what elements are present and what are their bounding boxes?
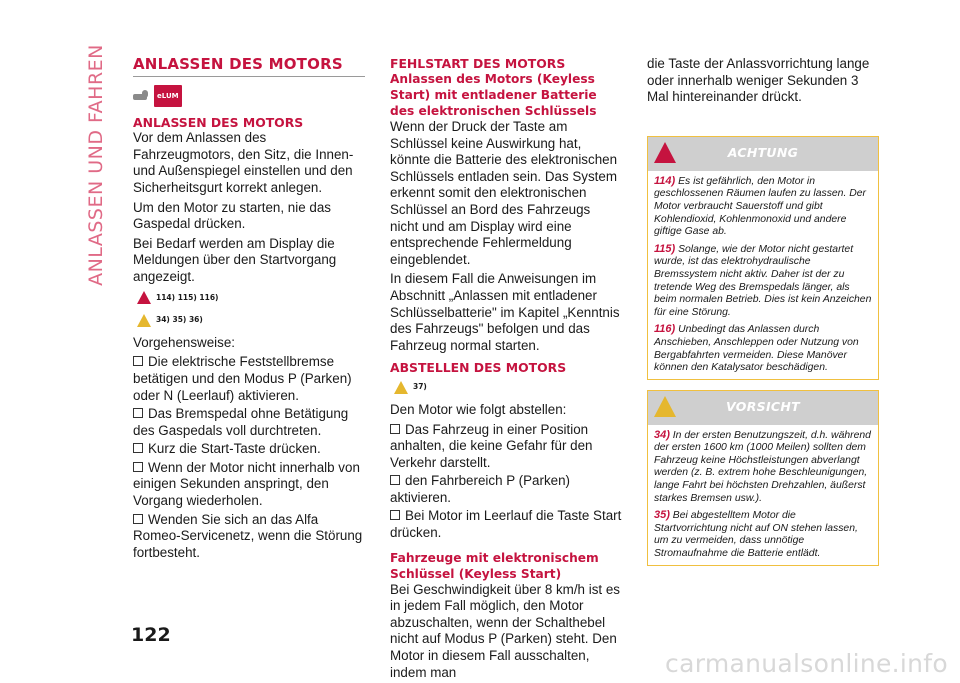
caution-box — [647, 390, 879, 566]
warning-item-number: 116) — [654, 323, 676, 336]
column-2 — [390, 56, 622, 683]
caution-triangle-icon — [654, 396, 676, 417]
caution-box-header — [648, 391, 878, 425]
watermark: carmanualsonline.info — [665, 649, 948, 678]
caution-item-text: In der ersten Benutzungszeit, d.h. während der ersten 1600 km (1000 Meilen) sollten dem Fahrzeug keine Höchstleistungen abverlangt werden (z. B. extrem hohe Beschleunigungen, lange Fahrt bei höchsten Drehzahlen, äußerst starkes Bremsen usw.). — [654, 429, 871, 504]
caution-triangle-icon — [137, 314, 151, 327]
warning-item-text: Unbedingt das Anlassen durch Anschieben, Anschleppen oder Nutzung von Bergabfahrten vermeiden. Diese Manöver können den Katalysator beschädigen. — [654, 324, 859, 374]
paragraph: Vor dem Anlassen des Fahrzeugmotors, den Sitz, die Innen- und Außenspiegel einstellen und den Sicherheitsgurt korrekt anlegen. — [133, 130, 354, 195]
list-item: den Fahrbereich P (Parken) aktivieren. — [390, 473, 622, 506]
warning-reference — [137, 290, 365, 307]
warning-item — [648, 323, 878, 378]
paragraph: Bei Bedarf werden am Display die Meldungen über den Startvorgang angezeigt. — [133, 235, 337, 284]
subsection-title: ANLASSEN DES MOTORS — [133, 115, 304, 131]
paragraph: Bei Geschwindigkeit über 8 km/h ist es in jedem Fall möglich, den Motor abzuschalten, wenn der Schalthebel nicht auf Modus P (Parken) steht. Den Motor in diesem Fall ausschalten, indem man — [390, 581, 620, 680]
column-3 — [647, 56, 879, 576]
caution-item-text: Bei abgestelltem Motor die Startvorrichtung nicht auf ON stehen lassen, um zu vermeiden, dass unnötige Stromaufnahme die Batterie entlädt. — [654, 510, 858, 560]
section-side-tab — [84, 40, 108, 290]
warning-triangle-icon — [654, 142, 676, 163]
hand-pointer-icon — [133, 90, 151, 102]
list-item: Wenn der Motor nicht innerhalb von einigen Sekunden anspringt, den Vorgang wiederholen. — [133, 460, 365, 510]
warning-item-text: Solange, wie der Motor nicht gestartet wurde, ist das elektrohydraulische Bremssystem nicht aktiv. Daher ist der zu tretende Weg des Bremspedals länger, als beim normalen Betrieb. Dies ist kein Anzeichen für eine Störung. — [654, 243, 872, 318]
caution-item-number: 35) — [654, 509, 670, 522]
caution-reference-numbers: 34) 35) 36) — [156, 315, 203, 325]
warning-item-text: Es ist gefährlich, den Motor in geschlossenen Räumen laufen zu lassen. Der Motor verbraucht Sauerstoff und gibt Kohlendioxid, Kohlenmonoxid und andere giftige Gase ab. — [654, 175, 866, 238]
warning-box-label: ACHTUNG — [727, 145, 799, 161]
list-item: Bei Motor im Leerlauf die Taste Start drücken. — [390, 508, 622, 541]
caution-reference-numbers: 37) — [413, 382, 427, 392]
caution-item — [648, 429, 878, 510]
column-1 — [133, 56, 365, 563]
caution-triangle-icon — [394, 381, 408, 394]
list-item: Das Fahrzeug in einer Position anhalten, die keine Gefahr für den Verkehr darstellt. — [390, 422, 622, 472]
warning-item — [648, 175, 878, 243]
section-title: FEHLSTART DES MOTORS — [390, 56, 566, 71]
section-title: ABSTELLEN DES MOTORS — [390, 360, 567, 376]
caution-item-number: 34) — [654, 428, 670, 441]
page-number: 122 — [131, 624, 171, 646]
warning-box-header — [648, 137, 878, 171]
subsection-title: Fahrzeuge mit elektronischem Schlüssel (Keyless Start) — [390, 550, 599, 581]
list-item: Kurz die Start-Taste drücken. — [133, 441, 365, 458]
caution-reference — [137, 312, 365, 329]
paragraph: Wenn der Druck der Taste am Schlüssel keine Auswirkung hat, könnte die Batterie des elektronischen Schlüssels entladen sein. Das System erkennt somit den elektronischen Schlüssel an Bord des Fahrzeugs nicht und am Display wird eine entsprechende Fehlermeldung eingeblendet. — [390, 119, 618, 267]
paragraph: Um den Motor zu starten, nie das Gaspedal drücken. — [133, 199, 331, 232]
warning-item — [648, 243, 878, 324]
caution-reference — [394, 379, 622, 396]
caution-box-label: VORSICHT — [726, 399, 800, 415]
title-rule — [133, 76, 365, 77]
warning-reference-numbers: 114) 115) 116) — [156, 292, 219, 302]
paragraph: die Taste der Anlassvorrichtung lange oder innerhalb weniger Sekunden 3 Mal hintereinander drückt. — [647, 56, 870, 105]
section-title: ANLASSEN DES MOTORS — [133, 55, 343, 73]
warning-item-number: 114) — [654, 174, 676, 187]
warning-box — [647, 136, 879, 380]
section-side-tab-label: ANLASSEN UND FAHREN — [85, 44, 108, 286]
subsection-title: Anlassen des Motors (Keyless Start) mit entladener Batterie des elektronischen Schlüssels — [390, 72, 597, 118]
paragraph: Vorgehensweise: — [133, 334, 235, 350]
paragraph: Den Motor wie folgt abstellen: — [390, 401, 567, 417]
warning-triangle-icon — [137, 291, 151, 304]
list-item: Das Bremspedal ohne Betätigung des Gaspedals voll durchtreten. — [133, 406, 365, 439]
list-item: Wenden Sie sich an das Alfa Romeo-Servicenetz, wenn die Störung fortbesteht. — [133, 512, 365, 562]
warning-item-number: 115) — [654, 242, 676, 255]
paragraph: In diesem Fall die Anweisungen im Abschnitt „Anlassen mit entladener Schlüsselbatterie" im Kapitel „Kenntnis des Fahrzeugs" befolgen und das Fahrzeug normal starten. — [390, 271, 620, 353]
list-item: Die elektrische Feststellbremse betätigen und den Modus P (Parken) oder N (Leerlauf) aktivieren. — [133, 354, 365, 404]
caution-item — [648, 509, 878, 564]
elum-marker — [133, 85, 365, 108]
elum-badge: eLUM — [154, 85, 182, 108]
